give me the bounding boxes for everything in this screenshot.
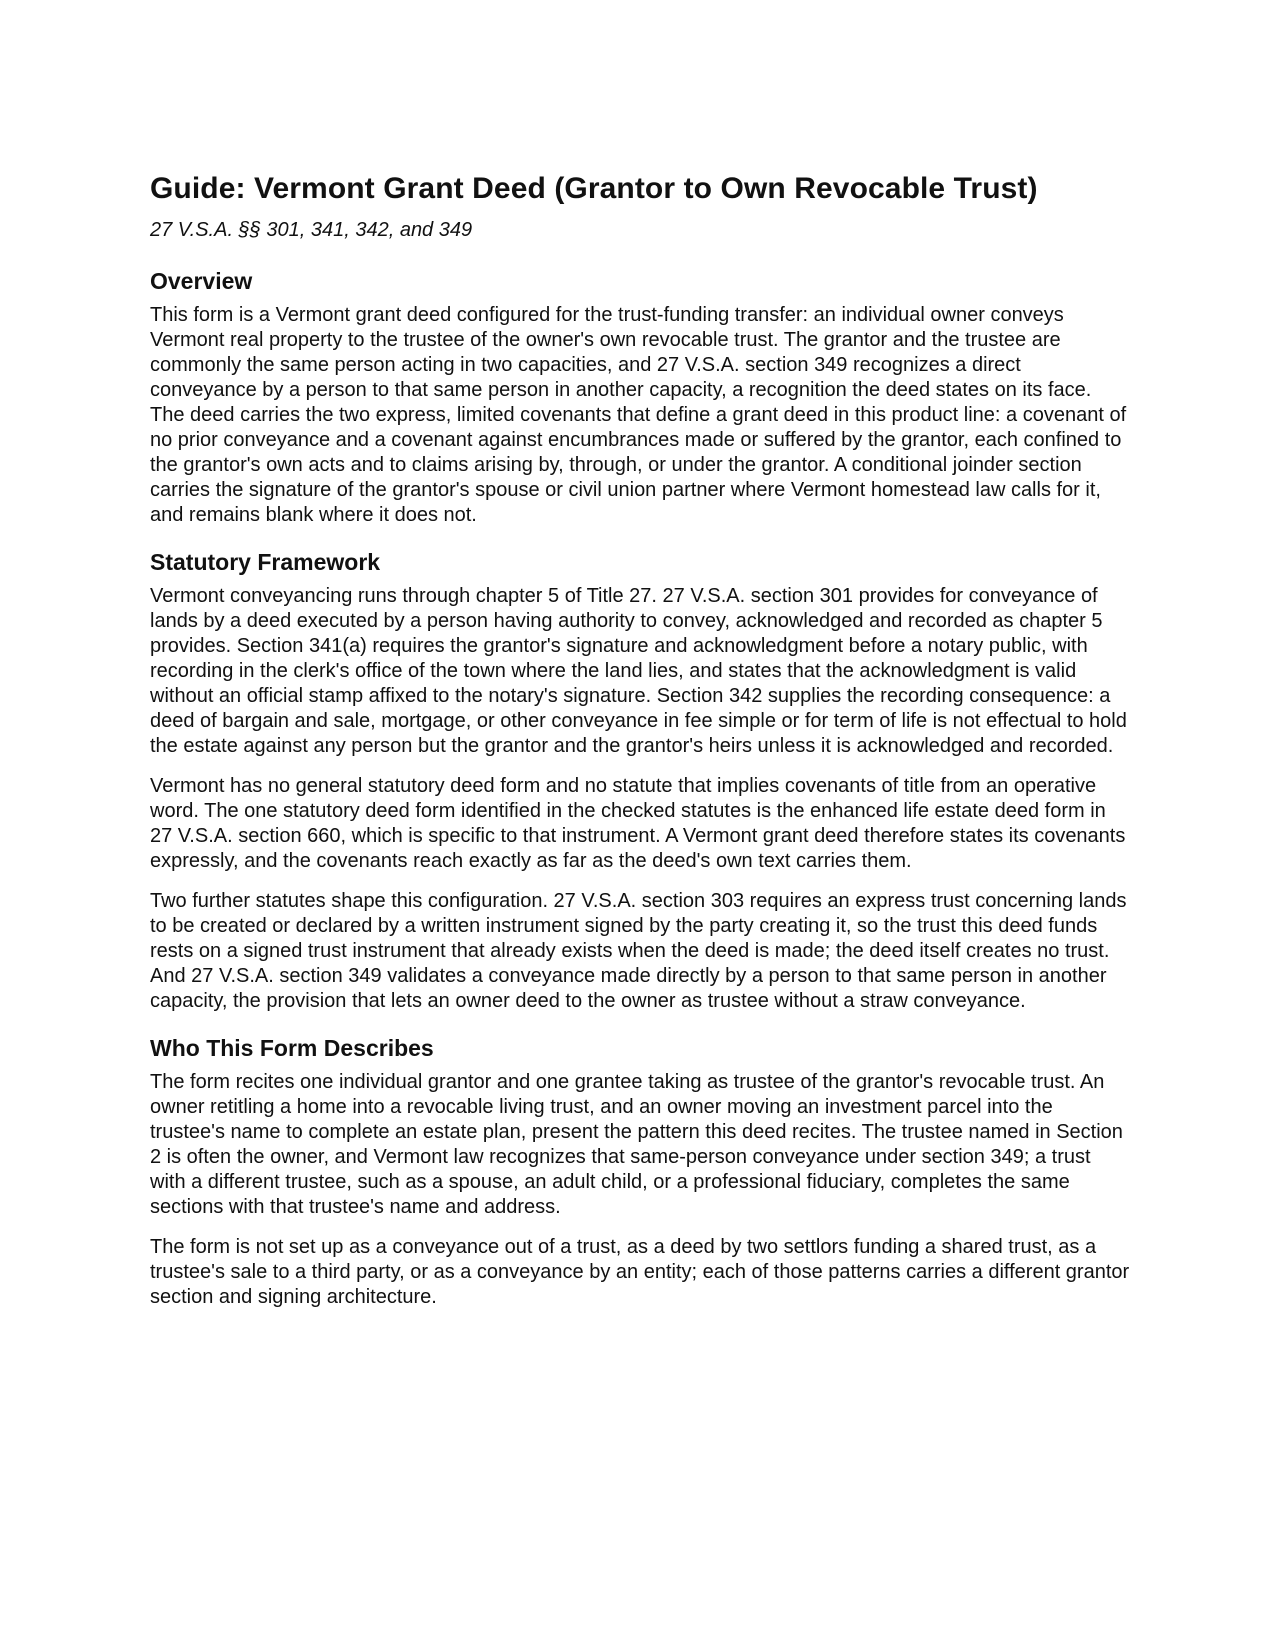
paragraph: Vermont has no general statutory deed form and no statute that implies covenants of title from an operative word. The one statutory deed form identified in the checked statutes is the enhanced life estate deed form in 27 V.S.A. section 660, which is specific to that instrument. A Vermont grant deed therefore states its covenants expressly, and the covenants reach exactly as far as the deed's own text carries them. [150, 775, 1126, 872]
document-title: Guide: Vermont Grant Deed (Grantor to Own Revocable Trust) [150, 172, 1038, 205]
section-overview [150, 267, 1130, 528]
section-who-this-form-describes [150, 1034, 1130, 1310]
paragraph: Vermont conveyancing runs through chapter 5 of Title 27. 27 V.S.A. section 301 provides for conveyance of lands by a deed executed by a person having authority to convey, acknowledged and recorded as chapter 5 provides. Section 341(a) requires the grantor's signature and acknowledgment before a notary public, with recording in the clerk's office of the town where the land lies, and states that the acknowledgment is valid without an official stamp affixed to the notary's signature. Section 342 supplies the recording consequence: a deed of bargain and sale, mortgage, or other conveyance in fee simple or for term of life is not effectual to hold the estate against any person but the grantor and the grantor's heirs unless it is acknowledged and recorded. [150, 585, 1127, 757]
paragraph: This form is a Vermont grant deed configured for the trust-funding transfer: an individual owner conveys Vermont real property to the trustee of the owner's own revocable trust. The grantor and the trustee are commonly the same person acting in two capacities, and 27 V.S.A. section 349 recognizes a direct conveyance by a person to that same person in another capacity, a recognition the deed states on its face. The deed carries the two express, limited covenants that define a grant deed in this product line: a covenant of no prior conveyance and a covenant against encumbrances made or suffered by the grantor, each confined to the grantor's own acts and to claims arising by, through, or under the grantor. A conditional joinder section carries the signature of the grantor's spouse or civil union partner where Vermont homestead law calls for it, and remains blank where it does not. [150, 304, 1127, 526]
section-heading: Statutory Framework [150, 549, 381, 575]
paragraph: Two further statutes shape this configuration. 27 V.S.A. section 303 requires an express trust concerning lands to be created or declared by a written instrument signed by the party creating it, so the trust this deed funds rests on a signed trust instrument that already exists when the deed is made; the deed itself creates no trust. And 27 V.S.A. section 349 validates a conveyance made directly by a person to that same person in another capacity, the provision that lets an owner deed to the owner as trustee without a straw conveyance. [150, 890, 1127, 1012]
section-statutory-framework [150, 548, 1130, 1014]
paragraph: The form recites one individual grantor and one grantee taking as trustee of the grantor's revocable trust. An owner retitling a home into a revocable living trust, and an owner moving an investment parcel into the trustee's name to complete an estate plan, present the pattern this deed recites. The trustee named in Section 2 is often the owner, and Vermont law recognizes that same-person conveyance under section 349; a trust with a different trustee, such as a spouse, an adult child, or a professional fiduciary, completes the same sections with that trustee's name and address. [150, 1071, 1123, 1218]
paragraph: The form is not set up as a conveyance out of a trust, as a deed by two settlors funding a shared trust, as a trustee's sale to a third party, or as a conveyance by an entity; each of those patterns carries a different grantor section and signing architecture. [150, 1236, 1130, 1308]
section-heading: Overview [150, 268, 253, 294]
section-heading: Who This Form Describes [150, 1035, 434, 1061]
document-subtitle: 27 V.S.A. §§ 301, 341, 342, and 349 [150, 219, 473, 241]
document-page [150, 170, 1130, 1330]
